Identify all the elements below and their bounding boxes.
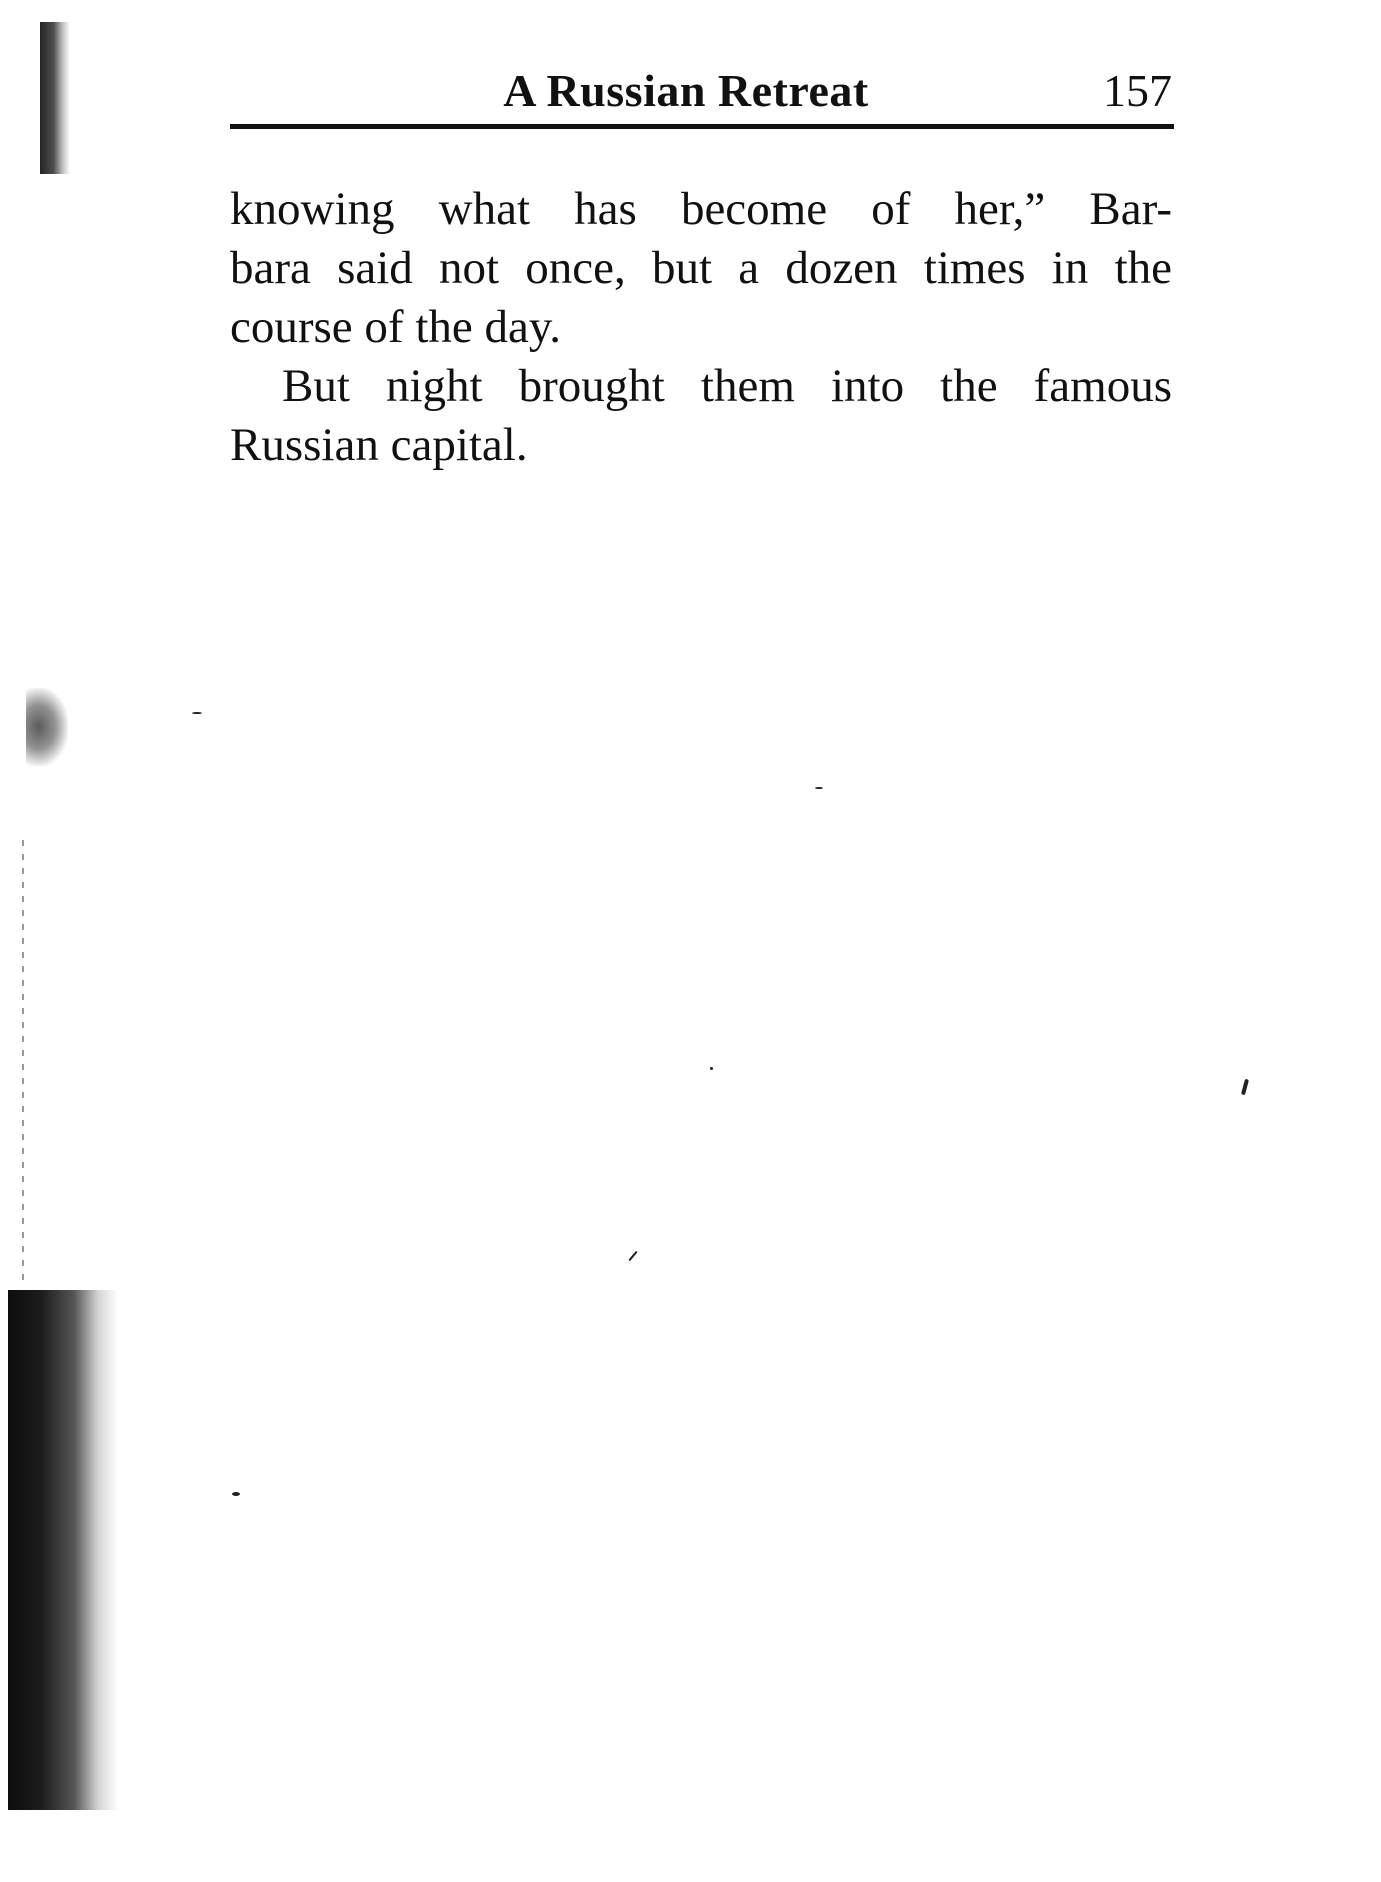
scan-speck [1241,1079,1249,1095]
scan-speck [628,1251,637,1261]
text-line: But night brought them into the famous [282,360,1172,412]
page-number: 157 [1103,65,1172,116]
text-line: Russian capital. [230,419,528,471]
scan-shadow-top [40,22,70,174]
paragraph [230,180,1172,357]
header-rule [230,124,1174,129]
scan-speck [192,712,202,714]
paragraph [230,357,1172,475]
chapter-title: A Russian Retreat [503,65,869,116]
scan-speck [815,787,823,789]
scan-shadow-middle [26,688,68,766]
text-line: course of the day. [230,301,562,353]
text-line: knowing what has become of her,” Bar- [230,183,1172,235]
running-header [230,56,1172,126]
scan-shadow-bottom [8,1290,118,1810]
scan-speck [232,1492,240,1496]
text-line: bara said not once, but a dozen times in the [230,242,1172,294]
body-text [230,180,1172,475]
scan-edge-line [22,840,24,1280]
scan-speck [710,1067,713,1070]
